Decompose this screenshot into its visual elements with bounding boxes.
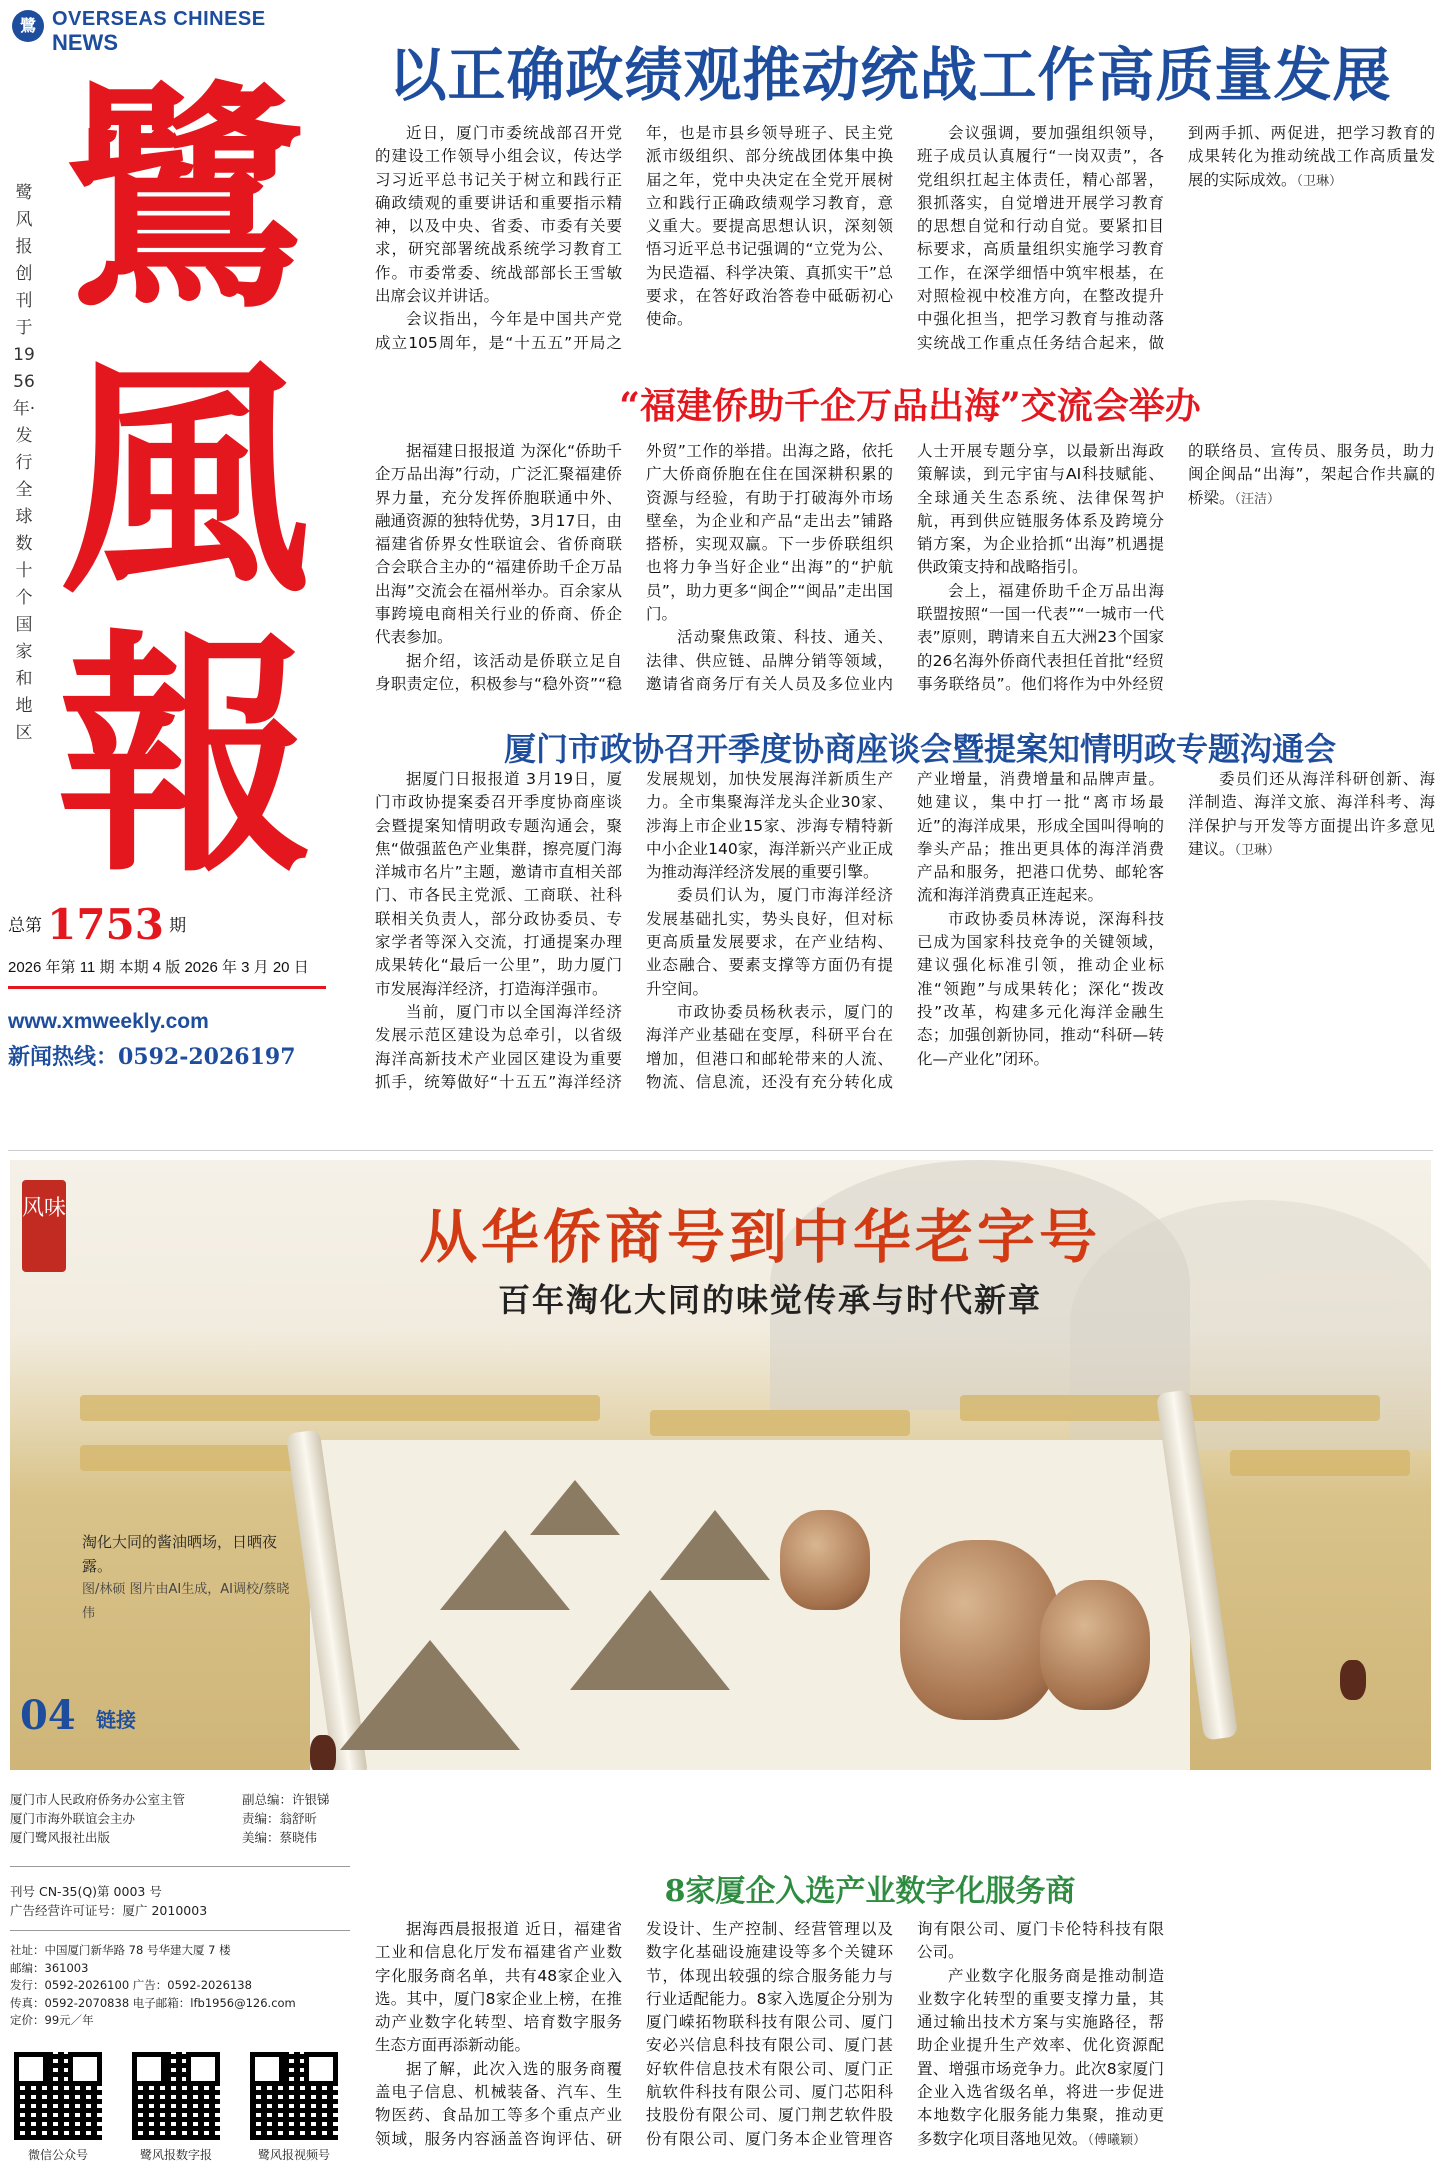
article-1-byline: （卫琳） [1296,173,1343,189]
drying-field [650,1410,910,1436]
jar-cover [570,1590,730,1690]
article-2-paragraph-3: 活动聚焦政策、科技、通关、法律、供应链、品牌分销等领域，邀请省商务厅有关人员及多位业内人士开展专题分享，以最新出海政策解读，到元宇宙与AI科技赋能、全球通关生态系统、法律保驾护航，再到供应链服务体系及跨境分销方案，为企业拾抓“出海”机遇提供政策支持和战略指引。 [646,442,1164,693]
section-tag: 风味 [22,1180,66,1272]
drying-field [80,1395,600,1421]
article-1-body [375,122,1435,362]
sauce-jar [780,1510,870,1610]
qr-wechat[interactable] [10,2052,106,2163]
qr-label: 微信公众号 [27,2148,88,2162]
qr-label: 鹭风报数字报 [139,2148,212,2162]
article-3-headline: 厦门市政协召开季度协商座谈会暨提案知情明政专题沟通会 [503,730,1336,768]
article-4-paragraph-2: 据了解，此次入选的服务商覆盖电子信息、机械装备、汽车、生物医药、食品加工等多个重点产业领域，服务内容涵盖咨询评估、研发设计、生产控制、经营管理以及数字化基础设施建设等多个关键环节，体现出较强的综合服务能力与行业适配能力。8家入选厦企分别为厦门嵘拓物联科技有限公司、厦门安必兴信息科技有限公司、厦门甚好软件信息技术有限公司、厦门正航软件科技有限公司、厦门芯阳科技股份有限公司、厦门荆艺软件股份有限公司、厦门务本企业管理咨询有限公司、厦门卡伦特科技有限公司。 [375,1920,1164,2148]
article-4-body [375,1918,1435,2154]
article-2-paragraph-2: 据介绍，该活动是侨联立足自身职责定位，积极参与“稳外资”“稳外贸”工作的举措。出海之路，依托广大侨商侨胞在住在国深耕积累的资源与经验，有助于打破海外市场壁垒，为企业和产品“走出去”铺路搭桥，实现双赢。下一步侨联组织也将力争当好企业“出海”的“护航员”，助力更多“闽企”“闽品”走出国门。 [375,442,893,693]
photo-caption [82,1530,292,1626]
licence-info [10,1882,350,1920]
contact-line: 社址：中国厦门新华路 78 号华建大厦 7 楼 [10,1943,231,1957]
article-4-headline: 8家厦企入选产业数字化服务商 [664,1874,1076,1909]
article-2-body [375,440,1435,704]
article-2-paragraph-1: 据福建日报报道 为深化“侨助千企万品出海”行动，广泛汇聚福建侨界力量，充分发挥侨胞联通中外、融通资源的独特优势，3月17日，由福建省侨界女性联谊会、省侨商联合会联合主办的“福建侨助千企万品出海”交流会在福州举办。百余家从事跨境电商相关行业的侨商、侨企代表参加。 [375,442,622,647]
article-3-paragraph-6 [1188,768,1435,862]
qr-video-channel[interactable] [246,2052,342,2163]
issue-total-label: 总第 [8,916,42,936]
article-3-paragraph-4: 市政协委员杨秋表示，厦门的海洋产业基础在变厚，科研平台在增加，但港口和邮轮带来的人流、物流、信息流，还没有充分转化成产业增量，消费增量和品牌声量。她建议，集中打一批“离市场最近”的海洋成果，形成全国叫得响的拳头产品；推出更具体的海洋消费产品和服务，把港口优势、邮轮客流和海洋消费真正连起来。 [646,770,1164,1091]
article-3-paragraph-6-text: 委员们还从海洋科研创新、海洋制造、海洋文旅、海洋科考、海洋保护与开发等方面提出许多意见建议。 [1188,770,1435,858]
contact-line: 邮编：361003 [10,1960,89,1975]
brand-english-line2: NEWS [52,30,118,55]
feature-title: 从华侨商号到中华老字号 [418,1203,1101,1271]
scroll-roller-cap [310,1735,336,1770]
masthead-title-char-3: 報 [57,608,313,907]
issue-total-number: 1753 [47,900,164,949]
article-1-paragraph-2: 会议指出，今年是中国共产党成立105周年，是“十五五”开局之年，也是市县乡领导班子、民主党派市级组织、部分统战团体集中换届之年，党中央决定在全党开展树立和践行正确政绩观学习教育，意义重大。要提高思想认识，深刻领悟习近平总书记强调的“立党为公、为民造福、科学决策、真抓实干”总要求，在答好政治答卷中砥砺初心使命。 [375,124,893,352]
article-3-byline: （卫琳） [1234,842,1281,858]
editor-line: 美编：蔡晓伟 [242,1830,318,1845]
jar-cover [660,1510,770,1580]
editor-list [242,1790,362,1847]
page-number: 04 [20,1692,76,1739]
news-hotline: 新闻热线：0592-2026197 [8,1044,296,1070]
scroll-roller-cap [1340,1660,1366,1700]
article-4-paragraph-3-text: 产业数字化服务商是推动制造业数字化转型的重要支撑力量，其通过输出技术方案与实施路径，帮助企业提升生产效率、优化资源配置、增强市场竞争力。此次8家厦门企业入选省级名单，将进一步促进本地数字化服务能力集聚，推动更多数字化项目落地见效。 [917,1966,1164,2148]
sponsor-list [10,1790,220,1847]
colophon [10,1790,360,2167]
contact-line: 定价：99元／年 [10,2013,94,2027]
qr-label: 鹭风报视频号 [257,2148,330,2162]
contact-line: 发行：0592-2026100 广告：0592-2026138 [10,1978,252,1992]
article-3-body [375,768,1435,1100]
editor-line: 副总编：许银锑 [242,1792,330,1807]
article-3-paragraph-1: 据厦门日报报道 3月19日，厦门市政协提案委召开季度协商座谈会暨提案知情明政专题沟通会，聚焦“做强蓝色产业集群，擦亮厦门海洋城市名片”主题，邀请市直相关部门、市各民主党派、工商联、社科联相关负责人，部分政协委员、专家学者等深入交流，打通提案办理成果转化“最后一公里”，助力厦门市发展海洋经济，打造海洋强市。 [375,770,622,998]
article-2-paragraph-4-text: 会上，福建侨助千企万品出海联盟按照“一国一代表”“一城市一代表”原则，聘请来自五大洲23个国家的26名海外侨商代表担任首批“经贸事务联络员”。他们将作为中外经贸的联络员、宣传员、服务员，助力闽企闽品“出海”，架起合作共赢的桥梁。 [917,442,1435,693]
colophon-rule [10,1866,350,1867]
article-1-paragraph-1: 近日，厦门市委统战部召开党的建设工作领导小组会议，传达学习习近平总书记关于树立和践行正确政绩观的重要讲话和重要指示精神，以及中央、省委、市委有关要求，研究部署统战系统学习教育工作。市委常委、统战部部长王雪敏出席会议并讲话。 [375,124,622,306]
sauce-jar [900,1540,1060,1720]
sponsor-line: 厦门市海外联谊会主办 [10,1811,136,1826]
caption-credit: 图/林硕 图片由AI生成，AI调校/蔡晓伟 [82,1582,290,1621]
feature-subtitle: 百年淘化大同的味觉传承与时代新章 [497,1281,1042,1319]
sauce-jar [1040,1580,1150,1710]
article-2-byline: （汪洁） [1234,491,1281,507]
logo-badge: 鷺 [12,10,44,42]
founding-note: 鹭风报创刊于1956年·发行全球数十个国家和地区 [12,183,36,743]
editor-line: 责编：翁舒昕 [242,1811,318,1826]
article-1-headline: 以正确政绩观推动统战工作高质量发展 [388,41,1392,109]
licence-line: 刊号 CN-35(Q)第 0003 号 [10,1884,162,1899]
masthead [0,0,330,1150]
qr-code-icon [250,2052,338,2140]
article-1-paragraph-3 [917,122,1435,362]
masthead-title-char-1: 鷺 [64,59,305,341]
article-4-paragraph-3 [917,1965,1164,2152]
article-4-paragraph-1: 据海西晨报报道 近日，福建省工业和信息化厅发布福建省产业数字化服务商名单，共有48家企业入选。其中，厦门8家企业上榜，在推动产业数字化转型、培育数字服务生态方面再添新动能。 [375,1920,622,2055]
issue-total-suffix: 期 [169,916,187,936]
drying-field [80,1445,320,1471]
website-link[interactable]: www.xmweekly.com [8,1010,209,1033]
article-1-paragraph-3-text: 会议强调，要加强组织领导，班子成员认真履行“一岗双责”，各党组织扛起主体责任，精心部署，狠抓落实，自觉增进开展学习教育的思想自觉和行动自觉。要紧扣目标要求，高质量组织实施学习教育工作，在深学细悟中筑牢根基，在对照检视中校准方向，在整改提升中强化担当，把学习教育与推动落实统战工作重点任务结合起来，做到两手抓、两促进，把学习教育的成果转化为推动统战工作高质量发展的实际成效。 [917,124,1435,352]
article-3-paragraph-2: 当前，厦门市以全国海洋经济发展示范区建设为总牵引，以省级海洋高新技术产业园区建设为重要抓手，统筹做好“十五五”海洋经济发展规划，加快发展海洋新质生产力。全市集聚海洋龙头企业30家、涉海上市企业15家、涉海专精特新中小企业140家，海洋新兴产业正成为推动海洋经济发展的重要引擎。 [375,770,893,1091]
masthead-rule [8,986,326,989]
qr-digital-paper[interactable] [128,2052,224,2163]
issue-date-line: 2026 年第 11 期 本期 4 版 2026 年 3 月 20 日 [8,959,309,976]
page-section-label: 链接 [96,1708,136,1732]
jar-cover [440,1530,570,1610]
contact-line: 传真：0592-2070838 电子邮箱：lfb1956@126.com [10,1995,296,2010]
sponsor-line: 厦门市人民政府侨务办公室主管 [10,1792,186,1807]
licence-line: 广告经营许可证号：厦广 2010003 [10,1903,208,1918]
masthead-title-char-2: 風 [60,333,310,627]
jar-cover [340,1640,520,1750]
brand-english-line1: OVERSEAS CHINESE [52,8,266,30]
issue-number [8,900,328,949]
feature-banner [10,1160,1431,1770]
article-4-byline: （傅曦颖） [1087,2132,1147,2148]
jar-cover [530,1480,620,1535]
sponsor-line: 厦门鹭风报社出版 [10,1830,111,1845]
caption-text: 淘化大同的酱油晒场，日晒夜露。 [82,1533,278,1575]
colophon-rule [10,1930,350,1931]
article-3-paragraph-5: 市政协委员林涛说，深海科技已成为国家科技竞争的关键领域，建议强化标准引领，推动企业标准“领跑”与成果转化；深化“拨改投”改革，构建多元化海洋金融生态；加强创新协同，推动“科研—转化—产业化”闭环。 [917,909,1164,1068]
contact-info [10,1942,360,2030]
article-2-headline: “福建侨助千企万品出海”交流会举办 [619,385,1201,427]
drying-field [1230,1450,1410,1476]
section-divider [8,1150,1433,1151]
qr-code-icon [14,2052,102,2140]
article-3-paragraph-3: 委员们认为，厦门市海洋经济发展基础扎实，势头良好，但对标更高质量发展要求，在产业结构、业态融合、要素支撑等方面仍有提升空间。 [646,886,893,998]
qr-code-icon [132,2052,220,2140]
